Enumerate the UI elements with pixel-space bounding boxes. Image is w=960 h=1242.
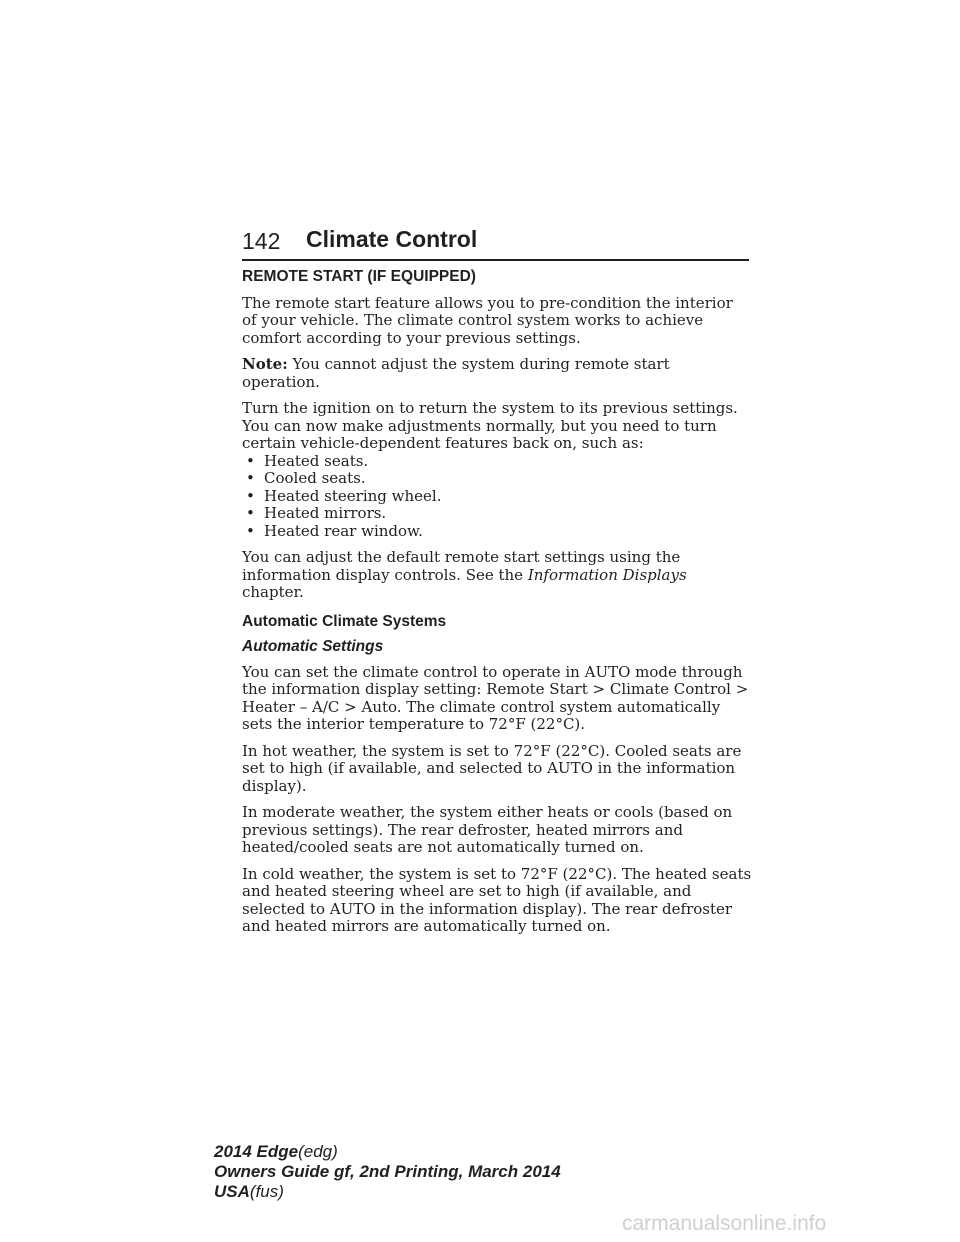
body-paragraph: You can set the climate control to operate in AUTO mode through the information display setting: Remote Start > Climate Control > Heater – A/C > Auto. The climate control system automatically sets the interior temperature to 72°F (22°C). [242, 662, 749, 733]
footer-model: 2014 Edge [214, 1142, 299, 1161]
adjust-text-end: chapter. [242, 583, 304, 601]
page-number: 142 [242, 228, 281, 254]
body-paragraph: In cold weather, the system is set to 72°F (22°C). The heated seats and heated steering wheel are set to high (if available, and selected to AUTO in the information display). The rear defroster and heated mirrors are automatically turned on. [242, 864, 752, 935]
adjust-text: You can adjust the default remote start settings using the information display controls. See the [242, 548, 681, 584]
list-item: • Cooled seats. [242, 470, 752, 488]
note-text: You cannot adjust the system during remote start operation. [242, 355, 670, 391]
list-item: • Heated steering wheel. [242, 488, 752, 506]
turn-on-paragraph: Turn the ignition on to return the system to its previous settings. You can now make adjustments normally, but you need to turn certain vehicle-dependent features back on, such as: [242, 399, 738, 452]
header-rule [242, 259, 749, 261]
chapter-title: Climate Control [306, 226, 478, 252]
adjust-paragraph [242, 549, 752, 602]
list-item: • Heated mirrors. [242, 505, 752, 523]
footer-model-code: (edg) [298, 1142, 338, 1161]
page-footer [214, 1142, 561, 1202]
footer-region: USA [214, 1182, 250, 1201]
note-label: Note: [242, 355, 288, 373]
subsection-subtitle: Automatic Settings [242, 638, 384, 655]
list-item: • Heated seats. [242, 453, 752, 471]
list-item: • Heated rear window. [242, 523, 752, 541]
feature-list [242, 453, 752, 541]
watermark: carmanualsonline.info [622, 1212, 827, 1235]
footer-guide: Owners Guide gf, 2nd Printing, March 2014 [214, 1162, 561, 1181]
body-paragraph: In moderate weather, the system either heats or cools (based on previous settings). The rear defroster, heated mirrors and heated/cooled seats are not automatically turned on. [242, 803, 733, 856]
information-displays-reference: Information Displays [527, 565, 687, 584]
subsection-title: Automatic Climate Systems [242, 612, 447, 630]
page-header [242, 226, 749, 260]
intro-paragraph: The remote start feature allows you to pre-condition the interior of your vehicle. The climate control system works to achieve comfort according to your previous settings. [242, 293, 733, 347]
footer-model-line [214, 1142, 561, 1162]
footer-region-code: (fus) [249, 1182, 284, 1201]
footer-region-line [214, 1182, 561, 1202]
page-content [242, 268, 752, 945]
section-title: REMOTE START (IF EQUIPPED) [242, 268, 476, 285]
body-paragraph: In hot weather, the system is set to 72°F (22°C). Cooled seats are set to high (if available, and selected to AUTO in the information display). [242, 741, 742, 795]
note-paragraph [242, 356, 752, 391]
